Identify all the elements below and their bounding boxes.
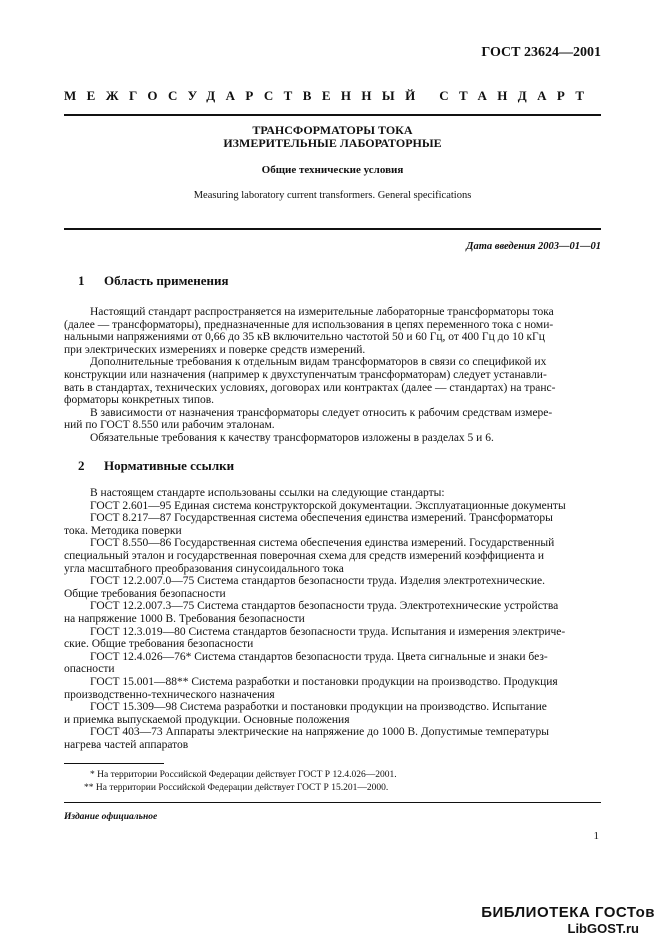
section-1-paragraph xyxy=(64,306,601,445)
text-line: форматоры конкретных типов. xyxy=(64,394,215,407)
text-line: вать в стандартах, технических условиях, договорах или контрактах (далее — стандартах) на транс- xyxy=(64,381,556,394)
text-line: опасности xyxy=(64,663,115,676)
reference-item: ГОСТ 8.550—86 Государственная система обеспечения единства измерений. Государственный xyxy=(90,537,555,550)
title-bottom-rule xyxy=(64,228,601,230)
text-line: при электрических измерениях и поверке средств измерений. xyxy=(64,343,366,356)
section-1-heading xyxy=(64,273,228,289)
text-line: В настоящем стандарте использованы ссылки на следующие стандарты: xyxy=(90,487,445,499)
text-line: Настоящий стандарт распространяется на измерительные лабораторные трансформаторы тока xyxy=(90,306,554,318)
section-1-number: 1 xyxy=(78,273,85,288)
title-line-2: ИЗМЕРИТЕЛЬНЫЕ ЛАБОРАТОРНЫЕ xyxy=(223,136,442,150)
text-line: Обязательные требования к качеству трансформаторов изложены в разделах 5 и 6. xyxy=(90,431,494,444)
footnote-2: ** На территории Российской Федерации действует ГОСТ Р 15.201—2000. xyxy=(84,783,389,793)
page-number: 1 xyxy=(593,830,599,842)
text-line: нагрева частей аппаратов xyxy=(64,738,189,751)
reference-item: ГОСТ 15.001—88** Система разработки и постановки продукции на производство. Продукция xyxy=(90,675,558,688)
reference-item: ГОСТ 12.3.019—80 Система стандартов безопасности труда. Испытания и измерения электриче- xyxy=(90,625,566,638)
text-line: ские. Общие требования безопасности xyxy=(64,638,254,651)
text-line: на напряжение 1000 В. Требования безопасности xyxy=(64,612,305,625)
title-line-1: ТРАНСФОРМАТОРЫ ТОКА xyxy=(252,123,413,137)
text-line: угла масштабного преобразования синусоидального тока xyxy=(64,562,344,575)
section-1-title: Область применения xyxy=(104,273,229,288)
section-2-title: Нормативные ссылки xyxy=(104,458,235,473)
text-line: производственно-технического назначения xyxy=(64,688,275,701)
subtitle: Общие технические условия xyxy=(261,164,404,176)
text-line: Дополнительные требования к отдельным видам трансформаторов в связи со спецификой их xyxy=(90,356,547,369)
reference-item: ГОСТ 12.4.026—76* Система стандартов безопасности труда. Цвета сигнальные и знаки без- xyxy=(90,650,548,663)
text-line: конструкции или назначения (например к двухступенчатым трансформаторам) следует устанавли- xyxy=(64,368,547,381)
section-2-heading xyxy=(64,458,234,474)
text-line: тока. Методика поверки xyxy=(64,524,182,537)
reference-item: ГОСТ 12.2.007.3—75 Система стандартов безопасности труда. Электротехнические устройства xyxy=(90,600,559,613)
library-url: LibGOST.ru xyxy=(567,921,639,936)
text-line: Общие требования безопасности xyxy=(64,587,226,600)
footnote-rule xyxy=(64,763,164,764)
reference-item: ГОСТ 15.309—98 Система разработки и постановки продукции на производство. Испытание xyxy=(90,701,547,714)
reference-item: ГОСТ 12.2.007.0—75 Система стандартов безопасности труда. Изделия электротехнические. xyxy=(90,575,545,588)
top-rule xyxy=(64,114,601,116)
english-title: Measuring laboratory current transformers. General specifications xyxy=(193,190,472,201)
section-2-paragraph xyxy=(64,487,601,751)
section-2-number: 2 xyxy=(78,458,85,473)
text-line: нальными напряжениями от 0,66 до 35 кВ включительно частотой 50 и 60 Гц, от 400 Гц до 10 кГц xyxy=(64,331,545,344)
library-watermark: БИБЛИОТЕКА ГОСТов xyxy=(481,904,655,921)
text-line: (далее — трансформаторы), предназначенные для использования в цепях переменного тока с номи- xyxy=(64,318,554,331)
standard-banner: МЕЖГОСУДАРСТВЕННЫЙ СТАНДАРТ xyxy=(64,88,595,103)
footnote-1: * На территории Российской Федерации действует ГОСТ Р 12.4.026—2001. xyxy=(90,770,397,780)
reference-item: ГОСТ 2.601—95 Единая система конструкторской документации. Эксплуатационные документы xyxy=(90,499,566,512)
edition-note: Издание официальное xyxy=(64,812,158,822)
introduction-date: Дата введения 2003—01—01 xyxy=(466,241,601,252)
footer-rule xyxy=(64,802,601,803)
text-line: и приемка выпускаемой продукции. Основные положения xyxy=(64,713,350,726)
document-number: ГОСТ 23624—2001 xyxy=(481,45,601,60)
reference-item: ГОСТ 403—73 Аппараты электрические на напряжение до 1000 В. Допустимые температуры xyxy=(90,726,549,739)
text-line: специальный эталон и государственная поверочная схема для средств измерений коэффициента и xyxy=(64,549,545,562)
text-line: В зависимости от назначения трансформаторы следует относить к рабочим средствам измере- xyxy=(90,406,553,419)
text-line: ний по ГОСТ 8.550 или рабочим эталонам. xyxy=(64,419,275,432)
reference-item: ГОСТ 8.217—87 Государственная система обеспечения единства измерений. Трансформаторы xyxy=(90,512,553,525)
